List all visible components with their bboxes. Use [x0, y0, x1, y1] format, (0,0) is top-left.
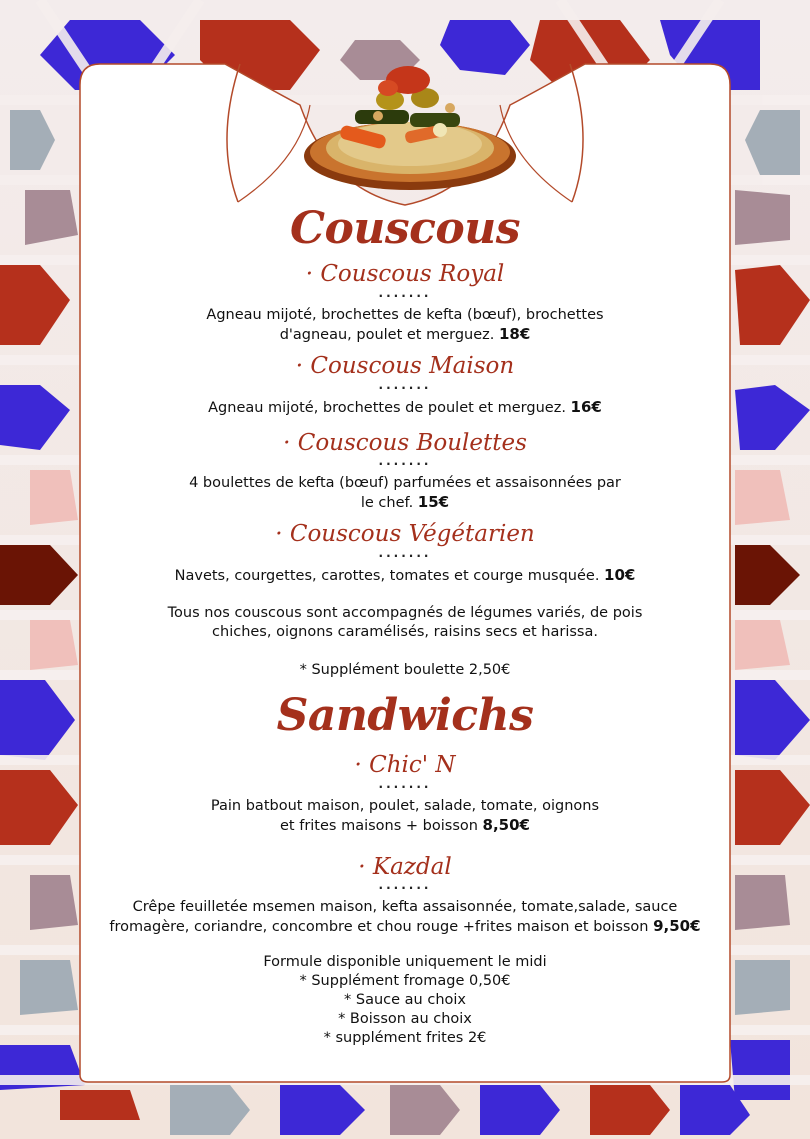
- item-description: [80, 898, 730, 937]
- item-price: 9,50€: [653, 917, 701, 936]
- dots-divider: ·······: [378, 380, 432, 395]
- item-price: 15€: [417, 493, 450, 512]
- dots-divider: ·······: [378, 288, 432, 303]
- menu-item-chic-n: [80, 752, 730, 836]
- item-description: [80, 566, 730, 586]
- item-price: 18€: [499, 324, 531, 343]
- section-title-sandwichs: Sandwichs: [276, 689, 534, 741]
- item-title: · Couscous Royal: [305, 261, 505, 288]
- menu-item-couscous-vegetarien: [80, 521, 730, 586]
- desc-line-1: Pain batbout maison, poulet, salade, tomate, oignons: [210, 797, 600, 814]
- item-price: 10€: [604, 565, 636, 584]
- desc-line-1: Navets, courgettes, carottes, tomates et courge musquée.: [174, 567, 600, 584]
- menu-item-couscous-royal: [80, 261, 730, 345]
- item-title: · Couscous Boulettes: [283, 429, 527, 456]
- note-line: Tous nos couscous sont accompagnés de légumes variés, de pois: [167, 604, 643, 621]
- item-description: [80, 474, 730, 513]
- item-title: · Couscous Végétarien: [275, 521, 535, 548]
- couscous-notes: [80, 604, 730, 680]
- couscous-dish-image: [300, 58, 520, 192]
- item-title: · Kazdal: [358, 853, 452, 880]
- item-description: [80, 398, 730, 418]
- desc-line-1: Agneau mijoté, brochettes de poulet et merguez.: [208, 399, 566, 416]
- note-line: * Sauce au choix: [344, 992, 466, 1009]
- desc-line-2: fromagère, coriandre, concombre et chou rouge +frites maison et boisson: [109, 919, 649, 936]
- dots-divider: ·······: [378, 881, 432, 896]
- note-line: * Boisson au choix: [338, 1011, 472, 1028]
- item-description: [80, 306, 730, 345]
- item-price: 16€: [570, 397, 602, 416]
- desc-line-1: 4 boulettes de kefta (bœuf) parfumées et assaisonnées par: [189, 475, 621, 492]
- dots-divider: ·······: [378, 457, 432, 472]
- menu-item-couscous-boulettes: [80, 430, 730, 514]
- item-description: [80, 797, 730, 836]
- menu-content: [80, 205, 730, 1048]
- desc-line-2: le chef.: [360, 495, 414, 512]
- sandwich-notes: [80, 953, 730, 1048]
- menu-item-couscous-maison: [80, 353, 730, 418]
- item-title: · Chic' N: [354, 752, 456, 779]
- item-price: 8,50€: [482, 815, 530, 834]
- item-title: · Couscous Maison: [295, 352, 515, 379]
- desc-line-1: Crêpe feuilletée msemen maison, kefta assaisonnée, tomate,salade, sauce: [132, 899, 678, 916]
- desc-line-2: d'agneau, poulet et merguez.: [279, 326, 495, 343]
- note-line: chiches, oignons caramélisés, raisins secs et harissa.: [212, 623, 598, 640]
- note-line: Formule disponible uniquement le midi: [263, 954, 547, 971]
- dots-divider: ·······: [378, 548, 432, 563]
- dots-divider: ·······: [378, 779, 432, 794]
- section-title-couscous: Couscous: [289, 203, 521, 254]
- note-line: * supplément frites 2€: [323, 1030, 487, 1047]
- desc-line-2: et frites maisons + boisson: [280, 817, 478, 834]
- note-supplement: * Supplément boulette 2,50€: [299, 661, 511, 678]
- desc-line-1: Agneau mijoté, brochettes de kefta (bœuf), brochettes: [206, 306, 604, 323]
- menu-item-kazdal: [80, 854, 730, 938]
- note-line: * Supplément fromage 0,50€: [299, 973, 511, 990]
